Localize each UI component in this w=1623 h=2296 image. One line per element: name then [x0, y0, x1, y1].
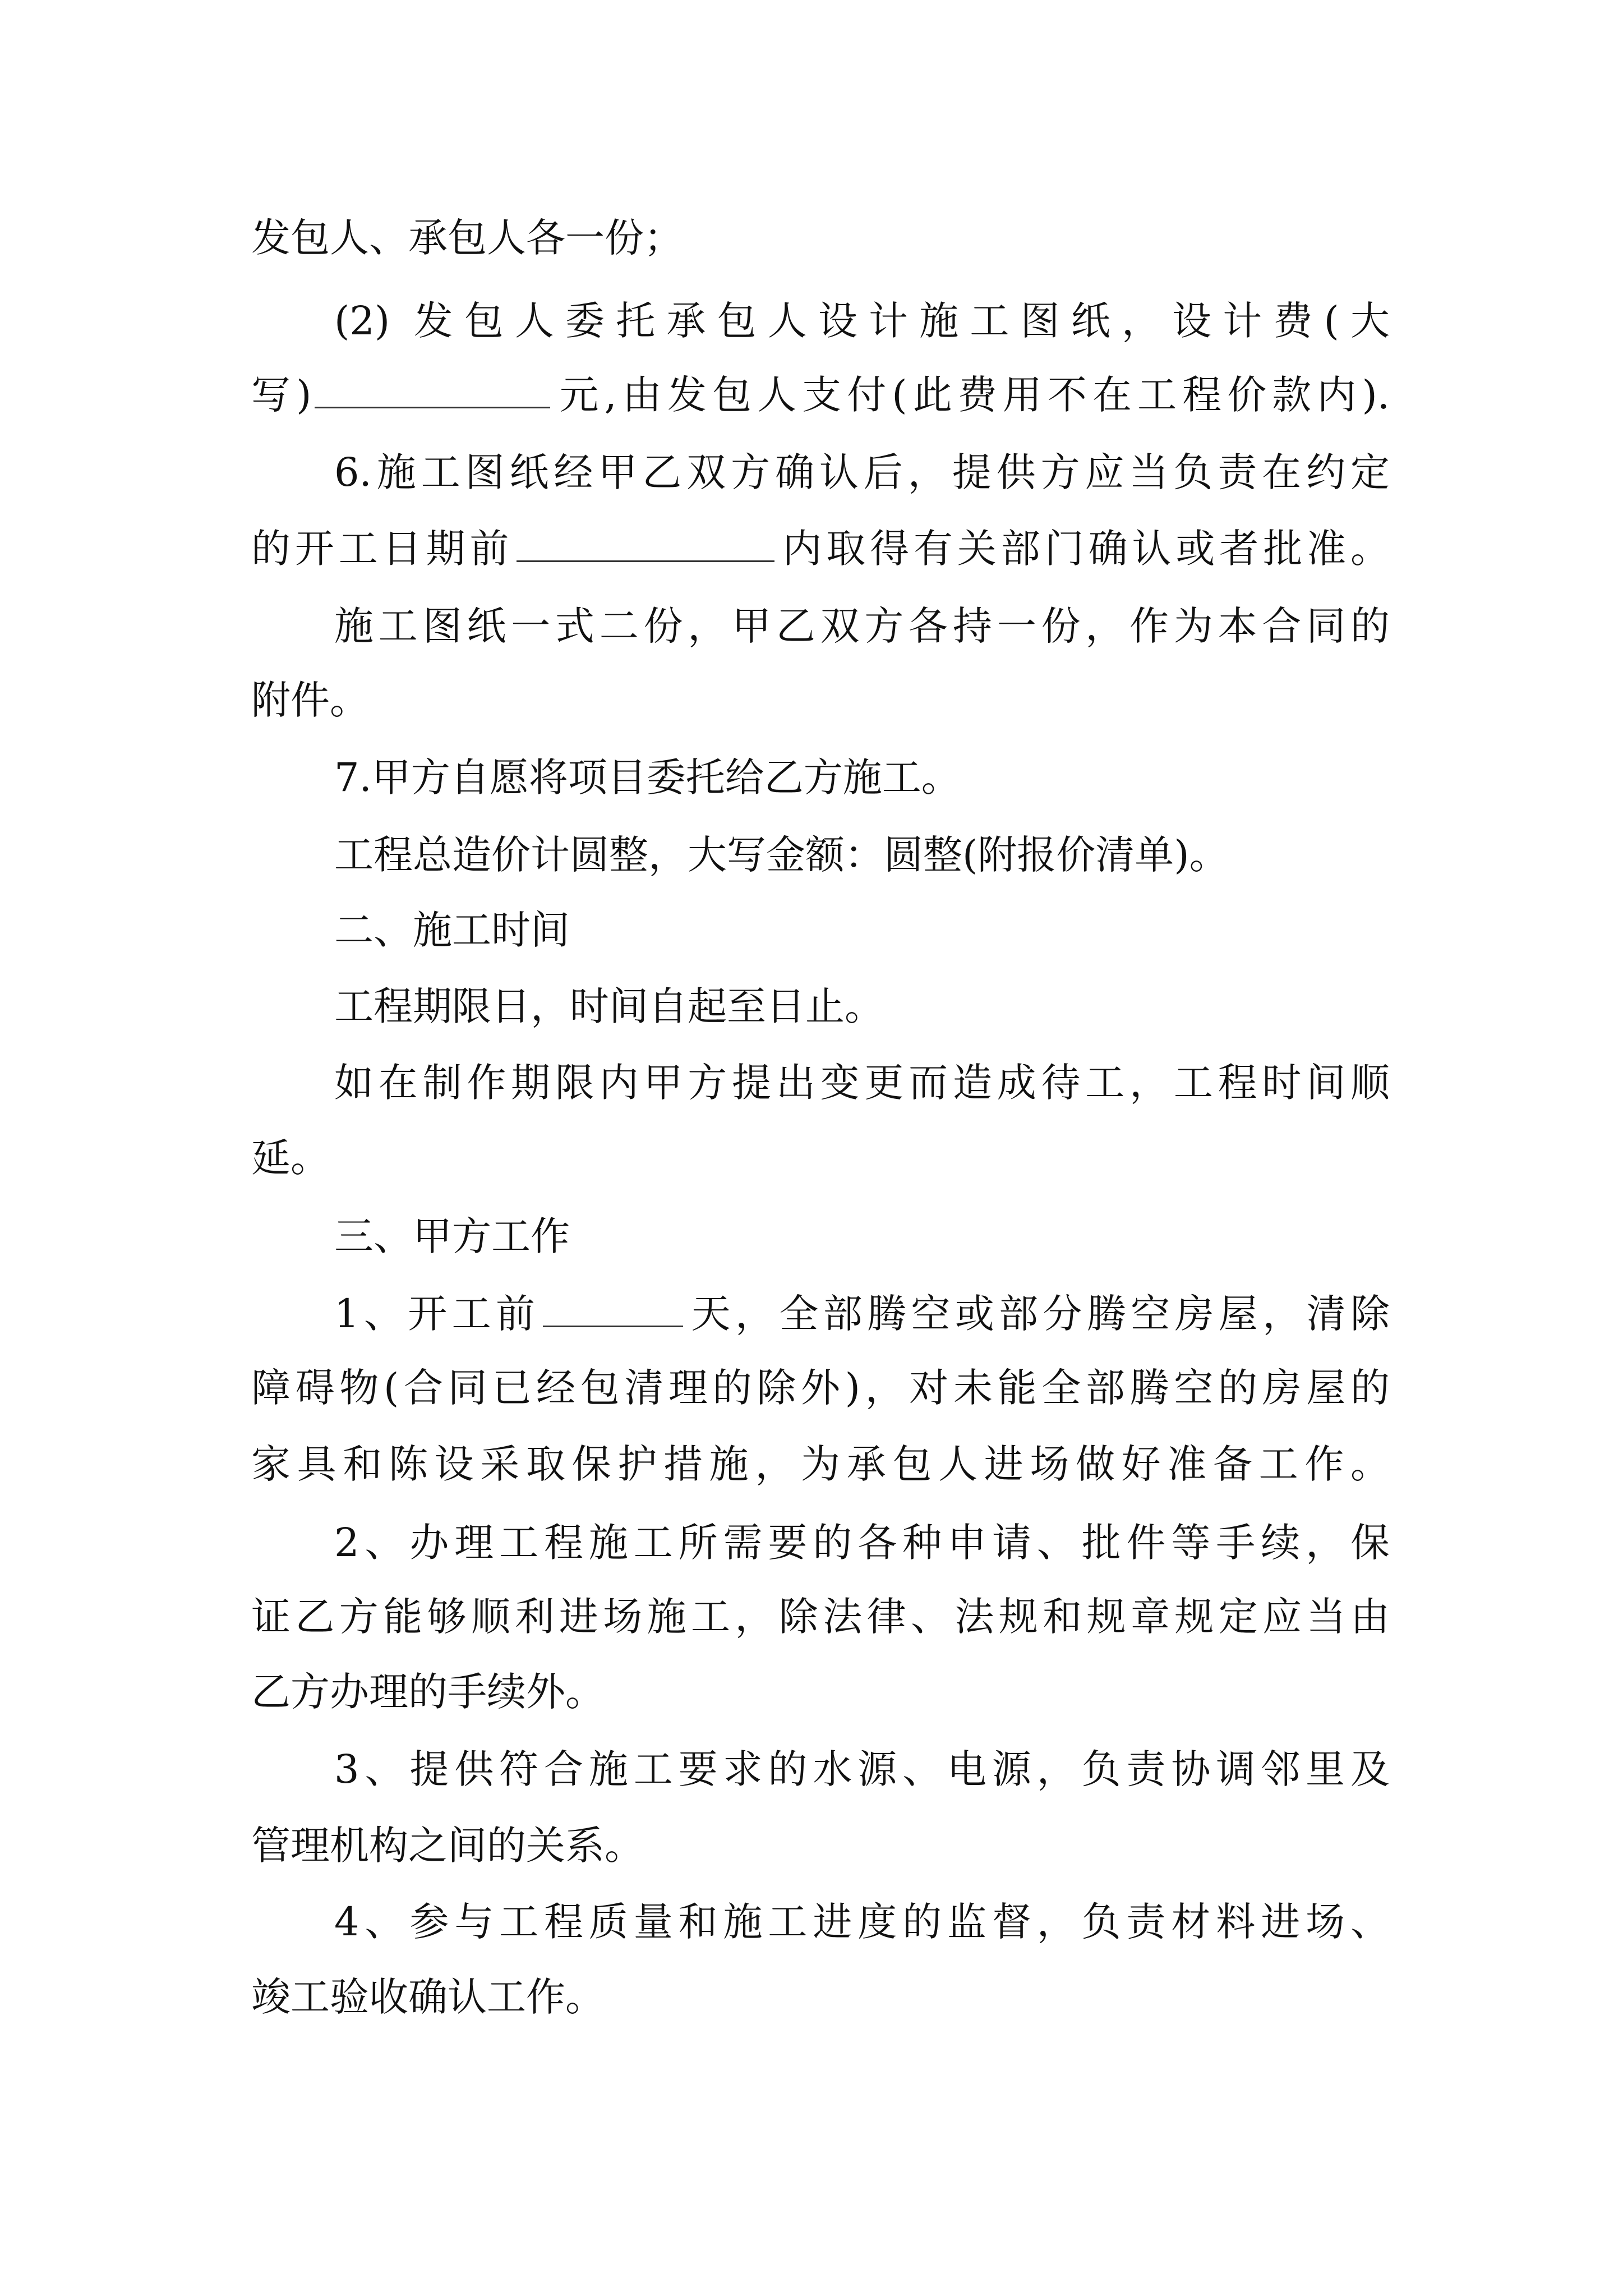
line-text: 乙方办理的手续外。 [251, 1669, 605, 1715]
fill-in-blank [315, 372, 550, 408]
line-text: 管理机构之间的关系。 [251, 1823, 644, 1869]
text-line [251, 1963, 1390, 2031]
text-line [334, 439, 1390, 506]
line-text: 的开工日期前 [251, 526, 514, 572]
line-text: 家具和陈设采取保护措施，为承包人进场做好准备工作。 [251, 1441, 1390, 1487]
text-line [251, 666, 1390, 734]
section-heading [334, 896, 1390, 964]
line-text: 如在制作期限内甲方提出变更而造成待工，工程时间顺 [334, 1060, 1390, 1106]
line-text: 2、办理工程施工所需要的各种申请、批件等手续，保 [334, 1520, 1390, 1566]
fill-in-blank [517, 526, 774, 562]
text-line [251, 1583, 1390, 1650]
text-line [251, 515, 1390, 582]
text-line [251, 204, 1390, 272]
line-text: 6.施工图纸经甲乙双方确认后，提供方应当负责在约定 [334, 449, 1390, 495]
text-line [334, 1736, 1390, 1803]
line-text: 证乙方能够顺利进场施工，除法律、法规和规章规定应当由 [251, 1594, 1390, 1640]
text-line [334, 1049, 1390, 1116]
line-text: 施工图纸一式二份，甲乙双方各持一份，作为本合同的 [334, 603, 1390, 649]
text-line [334, 592, 1390, 660]
line-text: 二、施工时间 [334, 907, 570, 953]
section-heading [334, 1203, 1390, 1270]
fill-in-blank [543, 1291, 683, 1327]
text-line [334, 973, 1390, 1040]
line-text: 内取得有关部门确认或者批准。 [778, 526, 1390, 572]
line-text: 7.甲方自愿将项目委托给乙方施工。 [334, 754, 961, 800]
text-line [334, 1280, 1390, 1347]
line-text: 障碍物(合同已经包清理的除外)，对未能全部腾空的房屋的 [251, 1365, 1390, 1411]
line-text: 元,由发包人支付(此费用不在工程价款内). [554, 372, 1390, 418]
text-line [251, 1430, 1390, 1498]
line-text: 写) [251, 372, 312, 418]
line-text: 天，全部腾空或部分腾空房屋，清除 [686, 1291, 1390, 1337]
line-text: 延。 [251, 1135, 330, 1181]
text-line [334, 744, 1390, 811]
line-text: 发包人、承包人各一份； [251, 215, 683, 261]
line-text: 1、开工前 [334, 1291, 540, 1337]
line-text: 工程总造价计圆整，大写金额：圆整(附报价清单)。 [334, 832, 1229, 878]
line-text: 4、参与工程质量和施工进度的监督，负责材料进场、 [334, 1899, 1390, 1945]
text-line [334, 1888, 1390, 1955]
text-line [334, 287, 1390, 355]
line-text: (2) 发包人委托承包人设计施工图纸，设计费(大 [334, 298, 1390, 344]
text-line [251, 1812, 1390, 1879]
line-text: 竣工验收确认工作。 [251, 1974, 605, 2020]
text-line [251, 361, 1390, 429]
line-text: 附件。 [251, 677, 369, 723]
text-line [251, 1354, 1390, 1421]
text-line [251, 1124, 1390, 1191]
line-text: 3、提供符合施工要求的水源、电源，负责协调邻里及 [334, 1746, 1390, 1792]
text-line [251, 1658, 1390, 1726]
text-line [334, 1509, 1390, 1576]
text-line [334, 821, 1390, 889]
line-text: 工程期限日，时间自起至日止。 [334, 983, 884, 1029]
line-text: 三、甲方工作 [334, 1213, 570, 1259]
